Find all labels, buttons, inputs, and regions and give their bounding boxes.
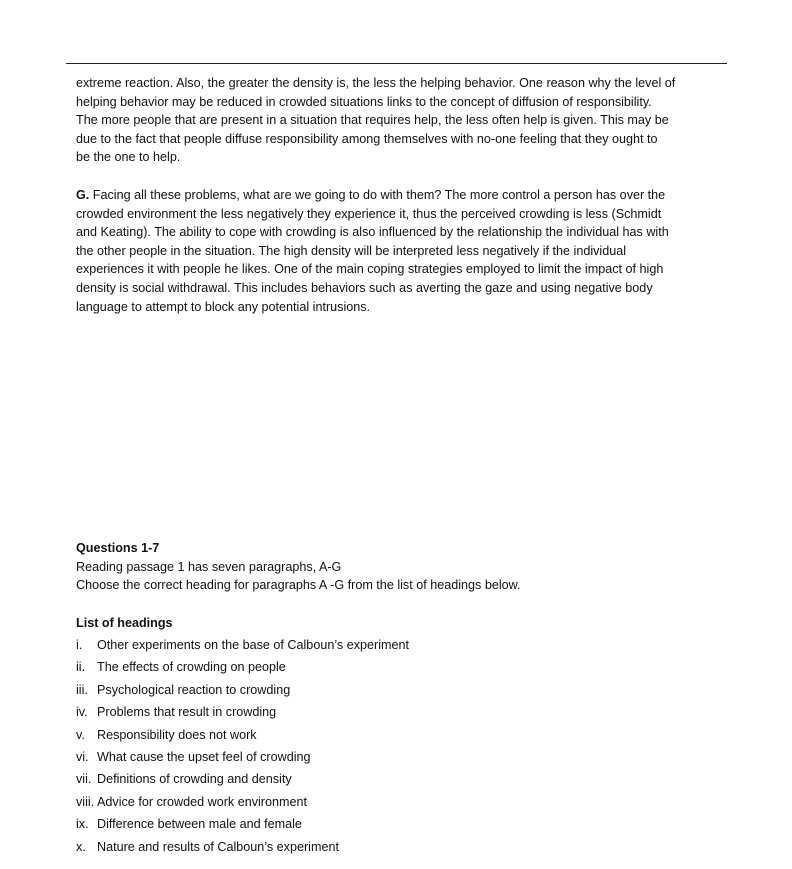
heading-text: Difference between male and female: [97, 817, 302, 832]
heading-number: x.: [76, 839, 86, 854]
heading-number: ii.: [76, 660, 86, 675]
header-rule: [66, 63, 727, 64]
paragraph-line: language to attempt to block any potential intrusions.: [76, 299, 371, 314]
paragraph-line: the other people in the situation. The high density will be interpreted less negatively if the individual: [76, 243, 627, 258]
heading-text: Problems that result in crowding: [97, 705, 277, 720]
heading-text: Other experiments on the base of Calboun’s experiment: [97, 638, 409, 652]
heading-number: iii.: [76, 682, 88, 697]
heading-text: Advice for crowded work environment: [97, 794, 308, 809]
headings-title: List of headings: [76, 616, 173, 630]
paragraph-line-text: Facing all these problems, what are we going to do with them? The more control a person has over the: [89, 188, 666, 202]
heading-number: i.: [76, 638, 83, 652]
heading-item: [76, 681, 409, 703]
heading-item: [76, 815, 409, 837]
paragraph-line: extreme reaction. Also, the greater the density is, the less the helping behavior. One reason why the level of: [76, 76, 676, 90]
heading-number: viii.: [76, 794, 95, 809]
headings-list: [76, 636, 409, 860]
heading-number: v.: [76, 727, 85, 742]
paragraph-line: due to the fact that people diffuse responsibility among themselves with no-one feeling that they ought to: [76, 131, 658, 146]
questions-instruction: Choose the correct heading for paragraphs A -G from the list of headings below.: [76, 578, 521, 593]
paragraph-line: The more people that are present in a situation that requires help, the less often help is given. This may be: [76, 113, 669, 128]
paragraph-line: be the one to help.: [76, 150, 181, 165]
paragraph-line: [76, 186, 726, 205]
paragraph-letter: G.: [76, 188, 90, 202]
questions-title: Questions 1-7: [76, 541, 160, 555]
heading-item: [76, 748, 409, 770]
heading-text: The effects of crowding on people: [97, 660, 286, 675]
heading-text: Nature and results of Calboun’s experiment: [97, 839, 339, 854]
questions-instruction: Reading passage 1 has seven paragraphs, A-G: [76, 559, 342, 574]
heading-text: Psychological reaction to crowding: [97, 682, 291, 697]
heading-text: Definitions of crowding and density: [97, 772, 292, 787]
paragraph-line: experiences it with people he likes. One of the main coping strategies employed to limit the impact of high: [76, 262, 664, 277]
paragraph-line: helping behavior may be reduced in crowded situations links to the concept of diffusion of responsibility.: [76, 94, 652, 109]
paragraph-line: and Keating). The ability to cope with crowding is also influenced by the relationship the individual has with: [76, 225, 669, 240]
heading-number: iv.: [76, 705, 88, 720]
heading-item: [76, 636, 409, 658]
questions-block: [76, 539, 726, 595]
paragraph-f: [76, 74, 726, 167]
heading-number: vi.: [76, 749, 89, 764]
heading-item: [76, 770, 409, 792]
heading-item: [76, 726, 409, 748]
paragraph-line: density is social withdrawal. This includes behaviors such as averting the gaze and using negative body: [76, 280, 653, 295]
heading-item: [76, 703, 409, 725]
heading-number: ix.: [76, 817, 89, 832]
heading-text: Responsibility does not work: [97, 727, 257, 742]
heading-item: [76, 838, 409, 860]
heading-text: What cause the upset feel of crowding: [97, 749, 311, 764]
paragraph-line: crowded environment the less negatively they experience it, thus the perceived crowding is less (Schmidt: [76, 206, 662, 221]
heading-number: vii.: [76, 772, 92, 787]
heading-item: [76, 658, 409, 680]
paragraph-g: [76, 186, 726, 316]
heading-item: [76, 793, 409, 815]
